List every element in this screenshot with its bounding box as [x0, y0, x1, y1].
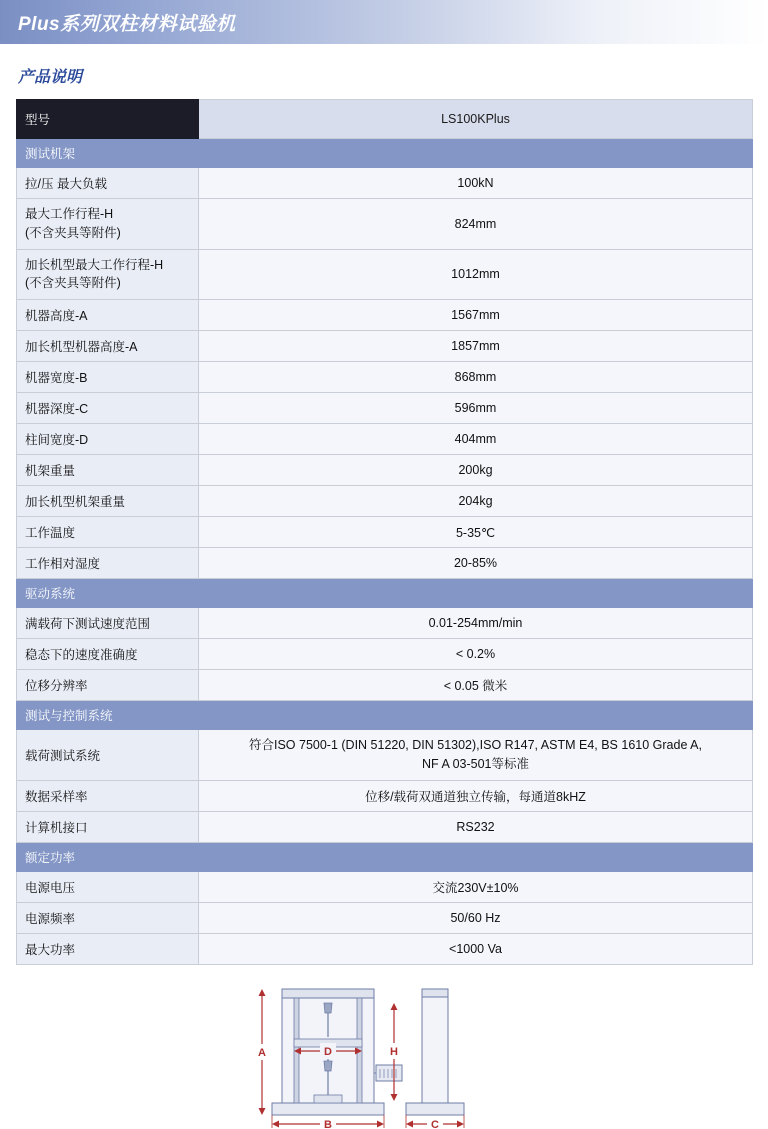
table-row: [17, 455, 753, 486]
spec-value: < 0.05 微米: [199, 670, 753, 701]
spec-key: 计算机接口: [17, 811, 199, 842]
table-row: [17, 331, 753, 362]
table-row: [17, 424, 753, 455]
machine-side-view: [406, 989, 464, 1115]
banner-title: Plus系列双柱材料试验机: [18, 13, 236, 35]
spec-key: 加长机型机器高度-A: [17, 331, 199, 362]
spec-value: 位移/载荷双通道独立传输，每通道8kHZ: [199, 780, 753, 811]
group-header-row: [17, 842, 753, 871]
table-row: [17, 168, 753, 199]
section-title: 产品说明: [18, 69, 83, 86]
spec-key: 电源频率: [17, 902, 199, 933]
svg-text:A: A: [258, 1046, 266, 1059]
group-header-row: [17, 579, 753, 608]
spec-value: 1012mm: [199, 249, 753, 300]
spec-key: 机器高度-A: [17, 300, 199, 331]
spec-value: 0.01-254mm/min: [199, 608, 753, 639]
spec-value: 596mm: [199, 393, 753, 424]
svg-text:D: D: [324, 1045, 332, 1058]
spec-key: 最大功率: [17, 933, 199, 964]
spec-key: 满载荷下测试速度范围: [17, 608, 199, 639]
spec-key: 机器宽度-B: [17, 362, 199, 393]
spec-key-line: (不含夹具等附件): [25, 276, 121, 291]
table-row: [17, 639, 753, 670]
spec-value: 404mm: [199, 424, 753, 455]
spec-key: 柱间宽度-D: [17, 424, 199, 455]
svg-text:H: H: [390, 1045, 398, 1058]
model-header-row: [17, 100, 753, 139]
spec-key: 载荷测试系统: [17, 730, 199, 781]
group-header-label: 额定功率: [17, 842, 753, 871]
spec-value: 1567mm: [199, 300, 753, 331]
table-row: [17, 902, 753, 933]
machine-front-view: [272, 989, 402, 1115]
spec-value: < 0.2%: [199, 639, 753, 670]
spec-key-line: 加长机型最大工作行程-H: [25, 257, 164, 272]
spec-value: 5-35℃: [199, 517, 753, 548]
dimension-b: [272, 1115, 384, 1129]
spec-value: 824mm: [199, 199, 753, 250]
spec-value: [199, 730, 753, 781]
table-row: [17, 933, 753, 964]
svg-text:C: C: [431, 1118, 439, 1129]
table-row: [17, 393, 753, 424]
spec-value: 20-85%: [199, 548, 753, 579]
spec-key: 机架重量: [17, 455, 199, 486]
group-header-label: 测试机架: [17, 139, 753, 168]
spec-key: [17, 199, 199, 250]
spec-key: 稳态下的速度准确度: [17, 639, 199, 670]
spec-key: 工作温度: [17, 517, 199, 548]
table-row: [17, 362, 753, 393]
group-header-label: 驱动系统: [17, 579, 753, 608]
dimension-a: [254, 989, 270, 1115]
spec-table-container: [0, 99, 768, 965]
spec-value-line: 符合ISO 7500-1 (DIN 51220, DIN 51302),ISO R147, ASTM E4, BS 1610 Grade A,: [248, 738, 702, 752]
spec-value: 1857mm: [199, 331, 753, 362]
spec-key: [17, 249, 199, 300]
svg-text:B: B: [324, 1118, 332, 1129]
spec-key: 工作相对湿度: [17, 548, 199, 579]
spec-key: 加长机型机架重量: [17, 486, 199, 517]
machine-dimension-diagram: [0, 979, 768, 1129]
spec-key-line: 最大工作行程-H: [25, 207, 114, 221]
spec-key: 数据采样率: [17, 780, 199, 811]
model-value: LS100KPlus: [199, 100, 753, 139]
table-row: [17, 670, 753, 701]
table-row: [17, 871, 753, 902]
spec-value: 200kg: [199, 455, 753, 486]
spec-key-line: (不含夹具等附件): [25, 225, 121, 240]
machine-diagram-svg: [174, 979, 594, 1129]
table-row: [17, 780, 753, 811]
table-row: [17, 486, 753, 517]
spec-value: <1000 Va: [199, 933, 753, 964]
table-row: [17, 199, 753, 250]
dimension-c: [406, 1115, 464, 1129]
table-row: [17, 608, 753, 639]
specification-table: [16, 99, 753, 965]
page-banner: [0, 0, 768, 44]
spec-value-line: NF A 03-501等标准: [422, 756, 529, 771]
table-row: [17, 811, 753, 842]
spec-value: RS232: [199, 811, 753, 842]
group-header-row: [17, 139, 753, 168]
group-header-row: [17, 701, 753, 730]
spec-value: 交流230V±10%: [199, 871, 753, 902]
table-row: [17, 517, 753, 548]
table-row: [17, 249, 753, 300]
spec-value: 100kN: [199, 168, 753, 199]
spec-key: 机器深度-C: [17, 393, 199, 424]
spec-value: 868mm: [199, 362, 753, 393]
spec-value: 204kg: [199, 486, 753, 517]
spec-value: 50/60 Hz: [199, 902, 753, 933]
table-row: [17, 730, 753, 781]
spec-key: 拉/压 最大负载: [17, 168, 199, 199]
spec-key: 电源电压: [17, 871, 199, 902]
spec-key: 位移分辨率: [17, 670, 199, 701]
dimension-h: [386, 1003, 402, 1101]
table-row: [17, 300, 753, 331]
group-header-label: 测试与控制系统: [17, 701, 753, 730]
table-row: [17, 548, 753, 579]
model-label: 型号: [17, 100, 199, 139]
